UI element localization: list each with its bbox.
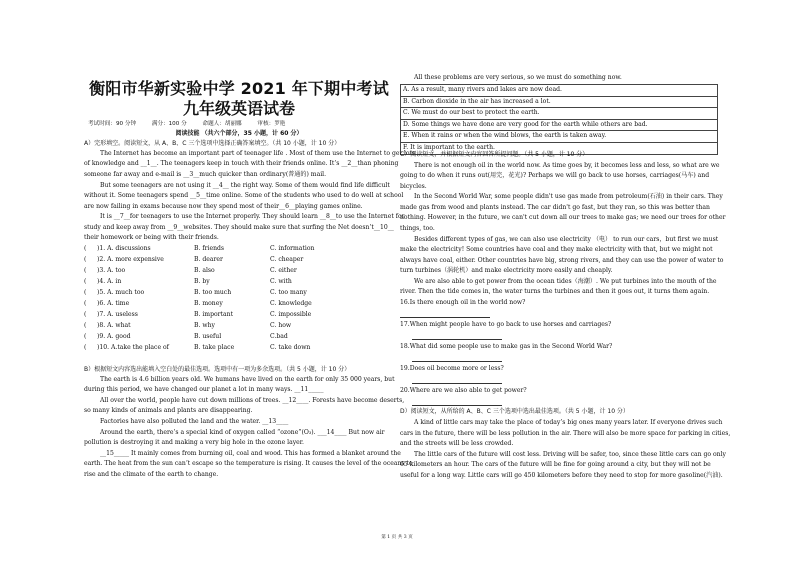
option-a: )1. A. discussions <box>97 245 151 252</box>
option-a: )6. A. time <box>97 300 130 307</box>
passage-c-line: nothing. However, in the future, we can't cut down all our trees to make gas; we need our trees for other <box>400 214 726 221</box>
option-b: B. friends <box>194 245 225 252</box>
passage-b-line: rise and the climate of the earth to change. <box>84 471 219 478</box>
option-a: )4. A. in <box>97 278 122 285</box>
meta-author: 命题人：胡丽娜 <box>202 121 242 127</box>
answer-line-19[interactable] <box>412 383 502 384</box>
option-a: )3. A. too <box>97 267 126 274</box>
box-option: A. As a result, many rivers and lakes are now dead. <box>401 85 717 97</box>
passage-a-line: But some teenagers are not using it __4__ the right way. Some of them would find life difficult <box>100 182 390 189</box>
passage-c-line: going to do when it runs out(用完，花光)? Perhaps we will go back to use horses, carriages(马车) and <box>400 172 710 179</box>
passage-c-line: bicycles. <box>400 183 427 190</box>
option-c: C.bad <box>270 333 288 340</box>
exam-meta <box>88 119 394 127</box>
option-c: C. how <box>270 322 292 329</box>
option-a: )9. A. good <box>97 333 131 340</box>
passage-c-line: river. Then the tide comes in, the water turns the turbines and then it goes out, it turns them again. <box>400 288 710 295</box>
passage-a-line: without it. Some teenagers spend __5__time online. Some of the students who used to do well at school <box>84 192 404 199</box>
option-c: C. take down <box>270 344 311 351</box>
passage-d-line: and the streets will be less crowded. <box>400 440 514 447</box>
passage-b-line: during this period, we have changed our planet a lot in many ways. __11_____ <box>84 386 324 393</box>
section-d-heading: D）阅读短文，从所给的 A、B、C 三个选项中选出最佳选项。（共 5 小题，计 10 分） <box>400 408 629 415</box>
passage-b-line: pollution is destroying it and making a very big hole in the ozone layer. <box>84 439 304 446</box>
option-b: B. take place <box>194 344 235 351</box>
option-c: C. cheaper <box>270 256 304 263</box>
passage-b-closing: All these problems are very serious, so we must do something now. <box>414 74 622 81</box>
answer-line-17[interactable] <box>412 339 502 340</box>
passage-d-line: cars in the future, there will be less pollution in the air. There will also be more space for parking in cities, <box>400 430 731 437</box>
passage-a-line: their homework or being with their friends. <box>84 234 219 241</box>
question-20: 20.Where are we also able to get power? <box>400 387 527 394</box>
part-heading: 阅读技能 （共六个部分，35 小题，计 60 分） <box>175 130 303 137</box>
question-19: 19.Does oil become more or less? <box>400 365 504 372</box>
passage-c-line: Besides different types of gas, we can also use electricity （电） to run our cars，but first we must <box>414 236 719 243</box>
option-b: B. too much <box>194 289 232 296</box>
option-b: B. important <box>194 311 234 318</box>
page-footer: 第 1 页 共 3 页 <box>381 535 413 540</box>
box-option: E. When it rains or when the wind blows, the earth is taken away. <box>401 131 717 143</box>
passage-c-line: In the Second World War, some people didn't use gas made from petroleum(石油) in their cars. They <box>414 193 723 200</box>
exam-page: 衡阳市华新实验中学 2021 年下期中考试 九年级英语试卷 考试时间：90 分钟 满分：100 分 命题人：胡丽娜 审核：罗艳 阅读技能 （共六个部分，35 小题，计 60 分） A）完形填空。阅读短文，从 A、B、C 三个选项中选择正确答案填空。（共 10 小题，计 10 分） The Internet has become an important part of teenager life . Most of them use the Internet to get lots of knowledge and __1__. The teenagers keep in touch with their friends online. It’s __2__than phoning someone far away and e-mail is __3__much quicker than ordinary(普通的) mail. But some teenagers are not using it __4__ the right way. Some of them would find life difficult without it. Some teenagers spend __5__time online. Some of the students who used to do well at school are now failing in exams because now they spend most of their__6__playing games online. It is __7__for teenagers to use the Internet properly. They should learn __8__to use the Internet for study and keep away from __9__websites. They should make sure that surfing the Net doesn’t__10__ their homework or being with their friends. ( )1. A. discussions B. friends C. information ( )2. A. more expensive B. dearer C. cheaper ( )3. A. too B. also C. either ( )4. A. in B. by C. with ( )5. A. much too B. too much C. too many ( )6. A. time B. money C. knowledge ( )7. A. useless B. important C. impossible ( )8. A. what B. why C. how ( )9. A. good B. useful C.bad ( )10. A.take the place of B. take place C. take down B）根据短文内容选出能填入空白处的最佳选项。选项中有一项为多余选项。（共 5 小题，计 10 分） The earth is 4.6 billion years old. We humans have lived on the earth for only 35 000 years, but during this period, we have changed our planet a lot in many ways. __11_____ All over the world, people have cut down millions of trees. __12____. Forests have become deserts, so many kinds of animals and plants are disappearing. Factories have also polluted the land and the water. __13____ Around the earth, there’s a special kind of oxygen called “ozone”(O₃). ___14____ But now air pollution is destroying it and making a very big hole in the ozone layer. __15_____ It mainly comes from burning oil, coal and wood. This has formed a blanket around the earth. The heat from the sun can’t escape so the temperature is rising. It causes the level of the oceans to rise and the climate of the earth to change. All these problems are very serious, so we must do something now. A. As a result, many rivers and lakes are now dead. B. Carbon dioxide in the air has increased a lot. C. We must do our best to protect the earth. D. Some things we have done are very good for the earth while others are bad. E. When it rains or when the wind blows, the earth is taken away. F. It is important to the earth. C）阅读短文，并根据短文内容回答所提问题。（共 5 小题，计 10 分） There is not enough oil in the world now. As time goes by, it becomes less and less, so what are we going to do when it runs out(用完，花光)? Perhaps we will go back to use horses, carriages(马车) and bicycles. In the Second World War, some people didn't use gas made from petroleum(石油) in their cars. They made gas from wood and plants instead. The car didn't go fast, but they ran, so this was better than nothing. However, in the future, we can't cut down all our trees to make gas; we need our trees for other things, too. Besides different types of gas, we can also use electricity （电） to run our cars，but first we must make the electricity! Some countries have coal and they make electricity with that, but we might not always have coal, either. Other countries have big, strong rivers, and they can use the power of water to turn turbines（涡轮机）and make electricity more easily and cheaply. We are also able to get power from the ocean tides（海潮）. We put turbines into the mouth of the river. Then the tide comes in, the water turns the turbines and then it goes out, it turns them again. 16.Is there enough oil in the world now? 17.When might people have to go back to use horses and carriages? 18.What did some people use to make gas in the Second World War? 19.Does oil become more or less? 20.Where are we also able to get power? D）阅读短文，从所给的 A、B、C 三个选项中选出最佳选项。（共 5 小题，计 10 分） A kind of little cars may take the place of today’s big ones many years later. If everyone drives such cars in the future, there will be less pollution in the air. There will also be more space for parking in cities, and the streets will be less crowded. The little cars of the future will cost less. Driving will be safer, too, since these little cars can go only 65 kilometers an hour. The cars of the future will be fine for going around a city, but they will not be useful for a long way. Little cars will go 450 kilometers before they need to stop for more gasoline(汽油). 第 1 页 共 3 页 <box>0 0 794 562</box>
option-b: B. useful <box>194 333 222 340</box>
option-b: B. also <box>194 267 215 274</box>
passage-b-line: __15_____ It mainly comes from burning oil, coal and wood. This has formed a blanket around the <box>100 450 401 457</box>
option-b: B. dearer <box>194 256 223 263</box>
passage-a-line: study and keep away from __9__websites. They should make sure that surfing the Net doesn’t__10__ <box>84 224 394 231</box>
section-c-heading: C）阅读短文，并根据短文内容回答所提问题。（共 5 小题，计 10 分） <box>400 151 589 158</box>
option-b: B. why <box>194 322 215 329</box>
passage-a-line: of knowledge and __1__. The teenagers keep in touch with their friends online. It’s __2__than phoning <box>84 160 399 167</box>
passage-b-line: Factories have also polluted the land and the water. __13____ <box>100 418 289 425</box>
option-a: )8. A. what <box>97 322 131 329</box>
meta-score: 满分：100 分 <box>151 121 187 127</box>
box-option: D. Some things we have done are very good for the earth while others are bad. <box>401 120 717 132</box>
passage-b-line: All over the world, people have cut down millions of trees. __12____. Forests have become deserts, <box>100 397 405 404</box>
section-a-heading: A）完形填空。阅读短文，从 A、B、C 三个选项中选择正确答案填空。（共 10 小题，计 10 分） <box>84 140 341 147</box>
passage-c-line: We are also able to get power from the ocean tides（海潮）. We put turbines into the mouth of the <box>414 278 717 285</box>
box-option: C. We must do our best to protect the earth. <box>401 108 717 120</box>
question-18: 18.What did some people use to make gas in the Second World War? <box>400 343 613 350</box>
option-a: )5. A. much too <box>97 289 145 296</box>
passage-d-line: A kind of little cars may take the place of today’s big ones many years later. If everyone drives such <box>414 419 723 426</box>
passage-a-line: are now failing in exams because now they spend most of their__6__playing games online. <box>84 203 363 210</box>
section-b-heading: B）根据短文内容选出能填入空白处的最佳选项。选项中有一项为多余选项。（共 5 小题，计 10 分） <box>84 366 351 373</box>
exam-title: 衡阳市华新实验中学 2021 年下期中考试 <box>89 79 389 98</box>
passage-c-line: turn turbines（涡轮机）and make electricity more easily and cheaply. <box>400 267 613 274</box>
option-c: C. too many <box>270 289 307 296</box>
passage-d-line: The little cars of the future will cost less. Driving will be safer, too, since these little cars can go only <box>414 451 726 458</box>
option-c: C. information <box>270 245 315 252</box>
option-c: C. knowledge <box>270 300 312 307</box>
option-b: B. money <box>194 300 223 307</box>
option-c: C. with <box>270 278 292 285</box>
option-b: B. by <box>194 278 210 285</box>
passage-d-line: 65 kilometers an hour. The cars of the future will be fine for going around a city, but they will not be <box>400 461 711 468</box>
box-option: B. Carbon dioxide in the air has increased a lot. <box>401 97 717 109</box>
passage-c-line: always have coal, either. Other countries have big, strong rivers, and they can use the power of water to <box>400 257 724 264</box>
question-16: 16.Is there enough oil in the world now? <box>400 299 526 306</box>
option-c: C. impossible <box>270 311 312 318</box>
passage-b-line: Around the earth, there’s a special kind of oxygen called “ozone”(O₃). ___14____ But now air <box>100 429 385 436</box>
option-c: C. either <box>270 267 297 274</box>
box-option: F. It is important to the earth. <box>403 143 495 151</box>
answer-line-16[interactable] <box>400 317 490 318</box>
meta-reviewer: 审核：罗艳 <box>257 121 286 127</box>
passage-b-line: The earth is 4.6 billion years old. We humans have lived on the earth for only 35 000 years, but <box>100 376 395 383</box>
options-box <box>400 84 718 155</box>
passage-c-line: make the electricity! Some countries have coal and they make electricity with that, but we might not <box>400 246 713 253</box>
passage-a-line: It is __7__for teenagers to use the Internet properly. They should learn __8__to use the Internet for <box>100 213 405 220</box>
meta-time: 考试时间：90 分钟 <box>88 121 137 127</box>
passage-d-line: useful for a long way. Little cars will go 450 kilometers before they need to stop for more gasoline(汽油). <box>400 472 723 479</box>
answer-line-20[interactable] <box>412 405 502 406</box>
passage-b-line: earth. The heat from the sun can’t escape so the temperature is rising. It causes the level of the oceans to <box>84 460 413 467</box>
passage-a-line: someone far away and e-mail is __3__much quicker than ordinary(普通的) mail. <box>84 171 327 178</box>
option-a: )2. A. more expensive <box>97 256 164 263</box>
answer-line-18[interactable] <box>412 361 502 362</box>
passage-c-line: There is not enough oil in the world now. As time goes by, it becomes less and less, so what are we <box>414 162 720 169</box>
option-a: )10. A.take the place of <box>97 344 169 351</box>
passage-c-line: things, too. <box>400 225 435 232</box>
question-17: 17.When might people have to go back to use horses and carriages? <box>400 321 612 328</box>
passage-c-line: made gas from wood and plants instead. The car didn't go fast, but they ran, so this was better than <box>400 204 710 211</box>
option-a: )7. A. useless <box>97 311 138 318</box>
passage-a-line: The Internet has become an important part of teenager life . Most of them use the Internet to get lots <box>100 150 416 157</box>
passage-b-line: so many kinds of animals and plants are disappearing. <box>84 407 253 414</box>
exam-subtitle: 九年级英语试卷 <box>182 99 295 118</box>
